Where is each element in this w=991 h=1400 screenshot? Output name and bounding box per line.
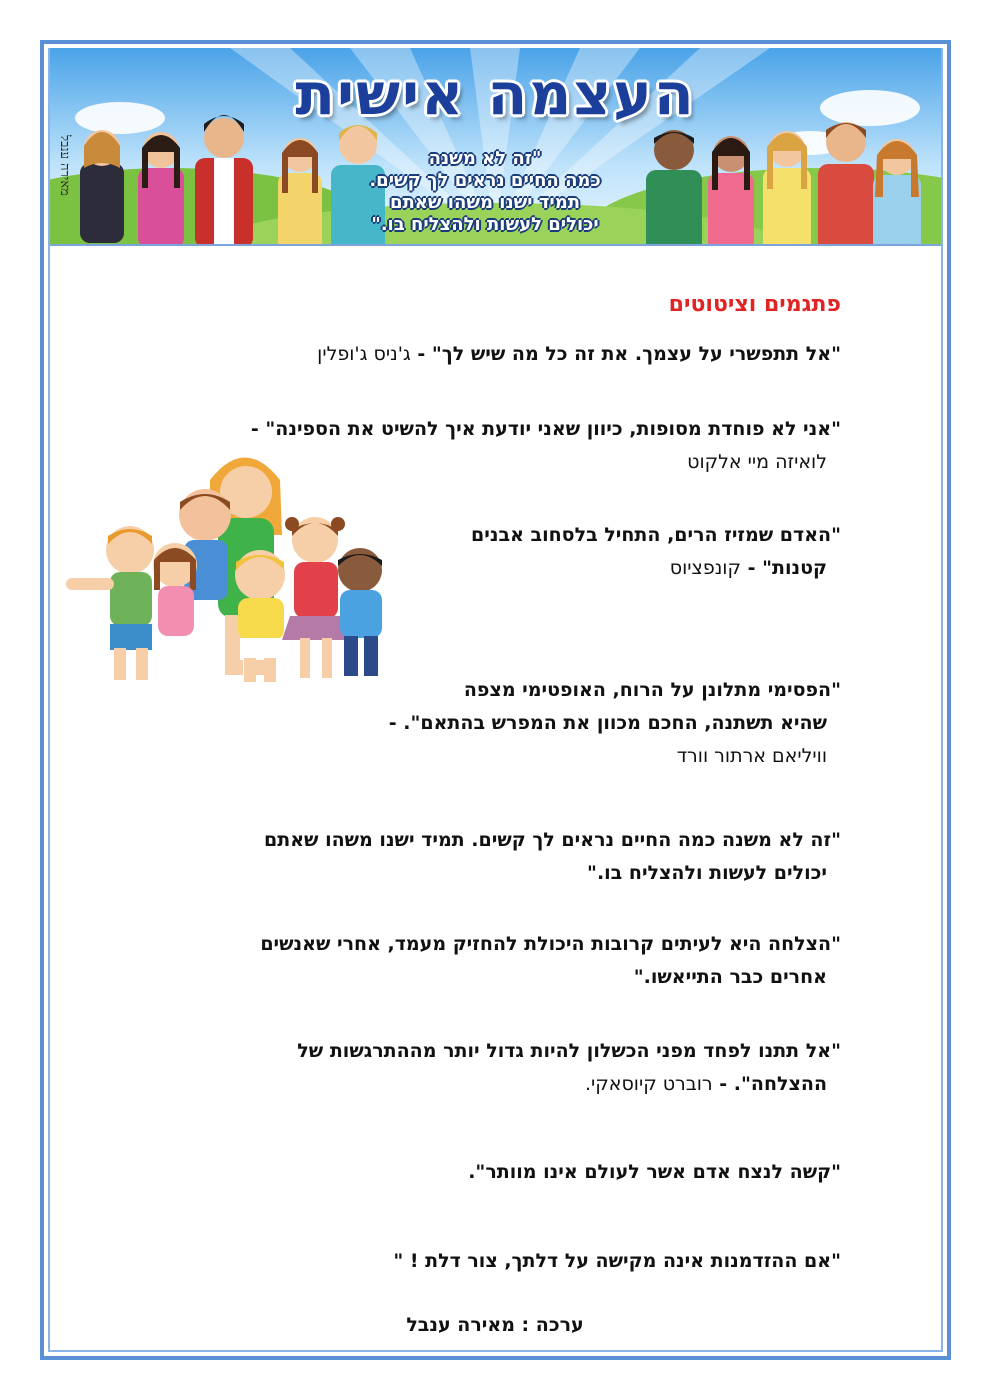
quote-line — [471, 552, 827, 585]
quote-text: "האדם שמזיז הרים, התחיל בלסחוב אבנים — [471, 524, 841, 546]
quote-author: קונפציוס — [669, 557, 741, 579]
boy-right-figure — [338, 548, 382, 676]
quote-text: קטנות" - — [740, 557, 827, 579]
quote-line — [389, 740, 827, 773]
quote-line — [181, 857, 827, 890]
quote-text: "הצלחה היא לעיתים קרובות היכולת להחזיק מעמד, אחרי שאנשים — [260, 933, 841, 955]
banner-quote-line: "זה לא משנה — [428, 148, 542, 169]
quote-line — [151, 1035, 841, 1068]
quote-4 — [389, 674, 841, 773]
quote-line — [181, 824, 841, 857]
quote-line — [389, 674, 841, 707]
quote-line — [151, 928, 841, 961]
quote-author: רוברט קיוסאקי. — [584, 1073, 713, 1095]
banner — [50, 48, 941, 246]
page-heading: פתגמים וציטוטים — [668, 292, 841, 317]
quote-9 — [393, 1245, 841, 1278]
banner-title: העצמה אישית — [295, 60, 696, 128]
quote-text: "הפסימי מתלונן על הרוח, האופטימי מצפה — [463, 679, 841, 701]
quote-text: שהיא תשתנה, החכם מכוון את המפרש בהתאם". - — [388, 712, 827, 734]
quote-text: "אל תתפשרי על עצמך. את זה כל מה שיש לך" - — [410, 343, 841, 365]
quote-line — [468, 1156, 841, 1189]
quote-line — [317, 338, 841, 371]
banner-quote — [320, 148, 650, 236]
quote-text: אחרים כבר התייאשו." — [633, 966, 827, 988]
quote-line — [393, 1245, 841, 1278]
quote-text: "אל תתנו לפחד מפני הכשלון להיות גדול יותר מההתרגשות של — [297, 1040, 841, 1062]
quote-text: ההצלחה". - — [712, 1073, 827, 1095]
banner-signature: מאירה ענבל — [57, 135, 72, 196]
quote-author: ג'ניס ג'ופלין — [317, 343, 411, 365]
quote-1 — [317, 338, 841, 371]
banner-quote-line: יכולים לעשות ולהצליח בו." — [371, 214, 599, 235]
girl-small-figure — [153, 543, 197, 636]
children-illustration — [60, 440, 400, 700]
quote-text: "אני לא פוחדת מסופות, כיוון שאני יודעת איך להשיט את הספינה" - — [250, 418, 841, 440]
quote-3 — [471, 519, 841, 585]
banner-quote-line: כמה החיים נראים לך קשים. — [369, 170, 601, 191]
quote-text: "אם ההזדמנות אינה מקישה על דלתך, צור דלת ! " — [393, 1250, 841, 1272]
boy-pointing-figure — [66, 526, 154, 680]
quote-line — [151, 1068, 827, 1101]
quote-line — [471, 519, 841, 552]
banner-quote-line: תמיד ישנו משהו שאתם — [389, 192, 581, 213]
quote-line — [151, 961, 827, 994]
quote-5 — [181, 824, 841, 890]
quote-author: לואיזה מיי אלקוט — [687, 451, 827, 473]
quote-text: יכולים לעשות ולהצליח בו." — [587, 862, 827, 884]
quote-7 — [151, 1035, 841, 1101]
quote-text: "זה לא משנה כמה החיים נראים לך קשים. תמיד ישנו משהו שאתם — [264, 829, 841, 851]
quote-line — [389, 707, 827, 740]
quote-author: וויליאם ארתור וורד — [676, 745, 827, 767]
credit: ערכה : מאירה ענבל — [406, 1314, 584, 1336]
quote-8 — [468, 1156, 841, 1189]
quote-text: "קשה לנצח אדם אשר לעולם אינו מוותר". — [468, 1161, 841, 1183]
girl-red-figure — [282, 517, 350, 678]
quote-6 — [151, 928, 841, 994]
